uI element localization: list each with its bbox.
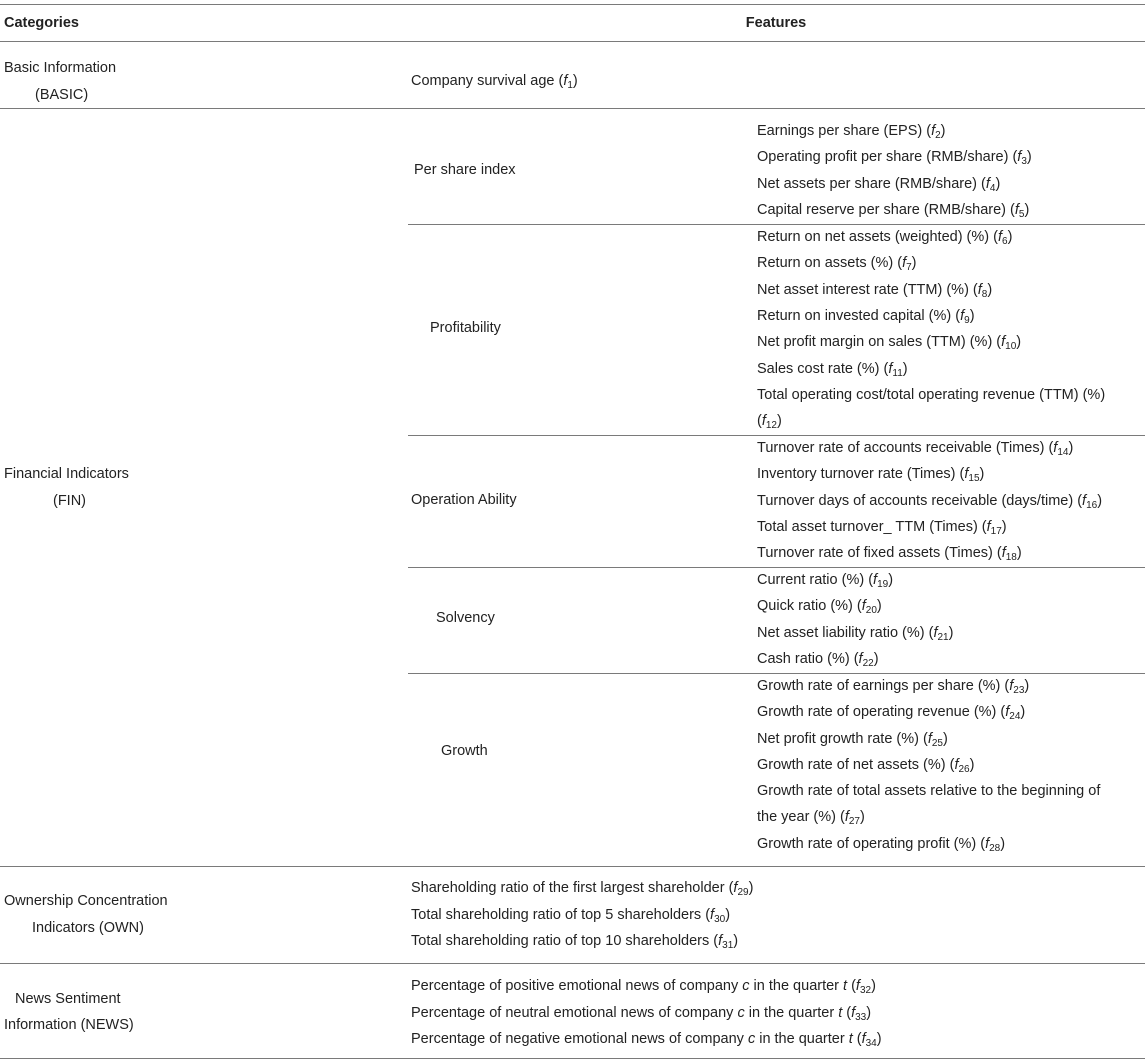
feature-item: Percentage of negative emotional news of company c in the quarter t $(f_{34})$	[411, 1031, 882, 1049]
feature-item: Quick ratio (%) $(f_{20})$	[757, 598, 882, 616]
feature-item: Current ratio (%) $(f_{19})$	[757, 572, 894, 590]
feature-item: Turnover days of accounts receivable (days/time) $(f_{16})$	[757, 493, 1103, 511]
category-news-line2: Information (NEWS)	[4, 1017, 134, 1033]
profitability-rule	[408, 435, 1145, 436]
feature-item: Return on assets (%) $(f_7)$	[757, 255, 917, 273]
group-label-per-share: Per share index	[414, 162, 516, 178]
feature-item: Cash ratio (%) $(f_{22})$	[757, 651, 879, 669]
category-news-line1: News Sentiment	[15, 991, 121, 1007]
feature-item: Net asset interest rate (TTM) (%) $(f_8)$	[757, 282, 993, 300]
feature-item: Total shareholding ratio of top 10 shareholders $(f_{31})$	[411, 933, 739, 951]
table-top-rule	[0, 4, 1145, 5]
feature-item: Operating profit per share (RMB/share) $(f_3)$	[757, 149, 1032, 167]
category-fin-line2: (FIN)	[53, 493, 87, 509]
fin-rule	[0, 866, 1145, 867]
operation-rule	[408, 567, 1145, 568]
category-basic-line1: Basic Information	[4, 60, 117, 76]
basic-rule	[0, 108, 1145, 109]
header-categories: Categories	[4, 15, 79, 31]
group-label-operation: Operation Ability	[411, 492, 517, 508]
category-own-line1: Ownership Concentration	[4, 893, 168, 909]
feature-item-continued: $(f_{12})$	[757, 413, 782, 431]
feature-item: Turnover rate of accounts receivable (Times) $(f_{14})$	[757, 440, 1074, 458]
feature-item: Shareholding ratio of the first largest shareholder $(f_{29})$	[411, 880, 754, 898]
feature-item: Growth rate of total assets relative to the beginning of	[757, 783, 1101, 799]
solvency-rule	[408, 673, 1145, 674]
feature-item: Net profit growth rate (%) $(f_{25})$	[757, 731, 948, 749]
category-own-line2: Indicators (OWN)	[32, 920, 144, 936]
feature-item: Percentage of neutral emotional news of company c in the quarter t $(f_{33})$	[411, 1004, 872, 1023]
feature-item: Growth rate of operating revenue (%) $(f_{24})$	[757, 704, 1026, 722]
feature-item: Net asset liability ratio (%) $(f_{21})$	[757, 625, 954, 643]
feature-item: Percentage of positive emotional news of company c in the quarter t $(f_{32})$	[411, 978, 876, 996]
group-label-profitability: Profitability	[430, 320, 501, 336]
feature-item: Net profit margin on sales (TTM) (%) $(f_{10})$	[757, 334, 1022, 352]
group-label-solvency: Solvency	[436, 610, 495, 626]
group-label-growth: Growth	[441, 743, 488, 759]
header-rule	[0, 41, 1145, 42]
own-rule	[0, 963, 1145, 964]
table-bottom-rule	[0, 1058, 1145, 1059]
feature-item: Growth rate of operating profit (%) $(f_{28})$	[757, 836, 1006, 854]
feature-item: Company survival age $(f_1)$	[411, 73, 578, 91]
feature-item: Total operating cost/total operating revenue (TTM) (%)	[757, 387, 1106, 403]
feature-item: Total shareholding ratio of top 5 shareholders $(f_{30})$	[411, 906, 731, 925]
feature-item: Return on net assets (weighted) (%) $(f_6)$	[757, 229, 1013, 247]
feature-item: Growth rate of net assets (%) $(f_{26})$	[757, 757, 975, 775]
feature-item: Growth rate of earnings per share (%) $(f_{23})$	[757, 678, 1030, 696]
feature-item: Capital reserve per share (RMB/share) $(f_5)$	[757, 202, 1030, 220]
feature-item: Sales cost rate (%) $(f_{11})$	[757, 361, 908, 379]
header-features: Features	[745, 15, 807, 31]
feature-item: Return on invested capital (%) $(f_9)$	[757, 308, 975, 326]
feature-item-continued: the year (%) $(f_{27})$	[757, 809, 865, 827]
feature-item: Total asset turnover_ TTM (Times) $(f_{17})$	[757, 519, 1007, 537]
per-share-rule	[408, 224, 1145, 225]
feature-item: Inventory turnover rate (Times) $(f_{15})$	[757, 466, 985, 484]
feature-item: Turnover rate of fixed assets (Times) $(f_{18})$	[757, 545, 1022, 563]
feature-item: Net assets per share (RMB/share) $(f_4)$	[757, 176, 1001, 194]
category-fin-line1: Financial Indicators	[4, 466, 129, 482]
category-basic-line2: (BASIC)	[35, 87, 89, 103]
feature-item: Earnings per share (EPS) $(f_2)$	[757, 123, 946, 141]
